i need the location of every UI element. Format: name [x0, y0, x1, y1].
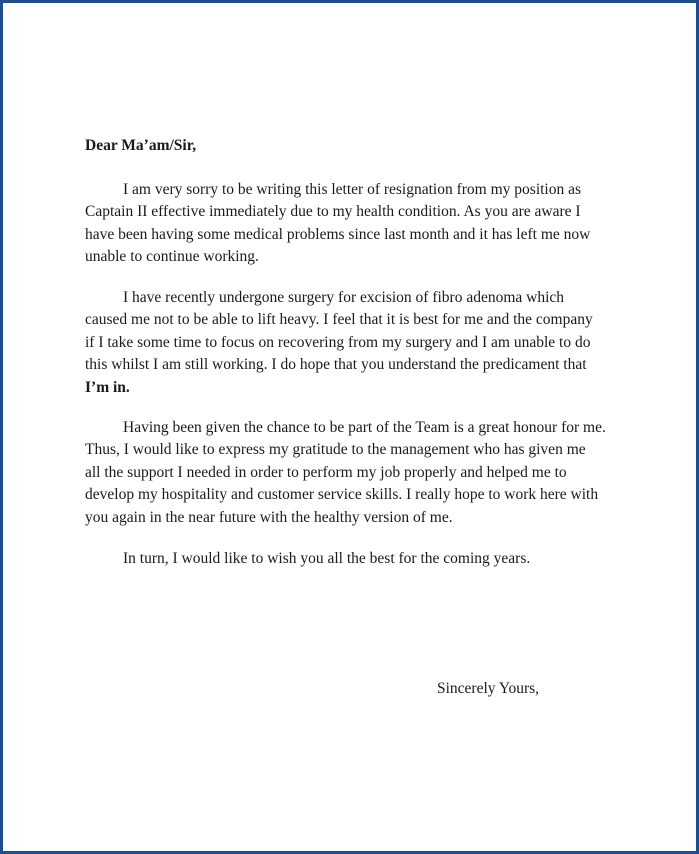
paragraph-line: Thus, I would like to express my gratitude to the management who has given me [85, 441, 586, 459]
paragraph-line: caused me not to be able to lift heavy. I feel that it is best for me and the company [85, 311, 593, 329]
salutation: Dear Ma’am/Sir, [85, 137, 197, 154]
paragraph-line: Having been given the chance to be part of the Team is a great honour for me. [123, 419, 606, 436]
paragraph-line: this whilst I am still working. I do hope that you understand the predicament that [85, 356, 587, 374]
closing: Sincerely Yours, [437, 680, 540, 697]
paragraph-line: I am very sorry to be writing this letter of resignation from my position as [123, 181, 582, 198]
paragraph-wishes [85, 548, 645, 570]
paragraph-line: all the support I needed in order to perform my job properly and helped me to [85, 463, 567, 481]
paragraph-line: develop my hospitality and customer service skills. I really hope to work here with [85, 486, 599, 504]
paragraph-line: Captain II effective immediately due to my health condition. As you are aware I [85, 203, 581, 221]
paragraph-line: unable to continue working. [85, 248, 259, 266]
paragraph-line: have been having some medical problems since last month and it has left me now [85, 225, 591, 243]
paragraph-surgery [85, 287, 645, 399]
paragraph-line: you again in the near future with the healthy version of me. [85, 508, 453, 526]
paragraph-resignation [85, 179, 645, 269]
paragraph-gratitude [85, 417, 645, 529]
paragraph-line: I have recently undergone surgery for excision of fibro adenoma which [123, 289, 565, 306]
paragraph-line: if I take some time to focus on recovering from my surgery and I am unable to do [85, 333, 591, 351]
paragraph-bold-tail: I’m in. [85, 378, 130, 396]
paragraph-line: In turn, I would like to wish you all the best for the coming years. [123, 550, 531, 567]
